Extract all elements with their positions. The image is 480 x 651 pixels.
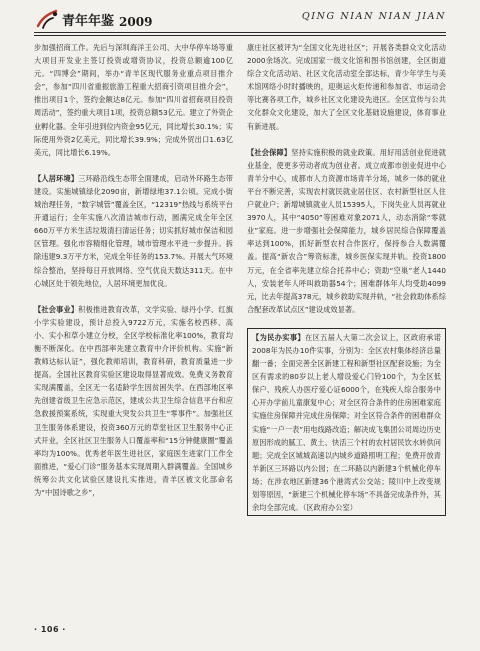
- section-body: 三环路沿线生态带全面建成，启动外环路生态带建设。实施城镇绿化2090亩，新增绿地37.1公顷。完成小街城治理任务，“数字城管”覆盖全区，“12319”热线与系统平台开通运行；全年实施八次清洁城市行动，圆满完成全年全区660万平方米生活垃圾清扫清运任务；切实抓好城市保洁和园区管理。强化市容精细化管理，城市管理水平进一步提升。拆除违建9.3万平方米，完成全年任务的153.7%。开展大气环境综合整治，坚持每日开放网络、空气优良天数达311天。在中心城区处于领先地位，人居环境更加优良。: [34, 173, 233, 288]
- paragraph: [247, 146, 446, 316]
- section-body: 积极推进教育改革，文学实验、绿丹小学、红旗小学实验建设，预计总投入9722万元，实施名校西移、高小、实小和草小建立分校，全区学校标准化率100%，教育均衡不断深化。在中西部率先建立教育中介评价机构。实施“新教师达标认证”，强化教师培训，教育科研，教育质量进一步提高。全国社区教育实验区建设取得显著成效。免费义务教育实现满覆盖，全区无一名适龄学生因贫困失学。在西部地区率先创建省级卫生应急示范区，建成公共卫生综合信息平台和应急救援预案系统，实现重大突发公共卫生“零事件”。加强社区卫生服务体系建设，投资360万元的草堂社区卫生服务中心正式开业，全区社区卫生服务人口覆盖率和“15分钟健康圈”覆盖率均为100%。优秀老年医生进社区，家庭医生进家门工作全面推进，“爱心门诊”服务基本实现周期入群满覆盖。全国城乡统筹公共文化试验区建设扎实推进，青羊区被文化部命名为“中国诗歌之乡”，: [34, 304, 233, 497]
- page-header: [0, 0, 480, 34]
- journal-logo: [34, 8, 152, 30]
- paragraph: [34, 303, 233, 499]
- header-rule: [34, 32, 446, 33]
- right-column: [247, 41, 446, 516]
- section-social-security: [247, 146, 446, 316]
- paragraph: [34, 172, 233, 290]
- section-heading: 【人居环境】: [34, 173, 79, 183]
- section-heading: 【社会保障】: [247, 147, 292, 157]
- journal-pinyin: QING NIAN NIAN JIAN: [301, 11, 446, 22]
- paragraph: [252, 331, 441, 514]
- left-column: [34, 41, 233, 499]
- journal-title: 青年年鉴: [62, 14, 115, 29]
- section-body: 坚持实施积极的就业政策。用好用活创业促进就业基金，使更多劳动者成为创业者。成立成都市创业促进中心青羊分中心，成都市人力资源市场青羊分场，城乡一体的就业平台不断完善，实现农村就民就业居住区、农村新型社区人住户就业户；新增城镇就业人员15395人，下岗失业人员再就业3970人，其中“4050”等困难对象2071人，动态消除“零就业”家庭。进一步增强社会保障能力，城乡居民综合保障覆盖率达到100%，抓好新型农村合作医疗，保持参合人数满覆盖。提高“新农合”筹资标准，城乡医保实现并轨。投资1800万元，在全省率先建立综合托养中心；资助“空巢”老人1440人，安装老年人呼叫救助器54个；困难群体年人均受助4099元，比去年提高378元，城乡救助实现并轨，“社会救助体系综合配套改革试点区”建设成效显著。: [247, 147, 446, 314]
- paragraph: 康庄社区被评为“全国文化先进社区”；开展各类群众文化活动2000余场次。完成国家一级文化馆和图书馆创建，全区街道综合文化活动站、社区文化活动室全部达标，青少年学生与美术馆网络小时时播映的，迎奥运火炬传递和参加省、市运动会等比赛各项工作，城乡社区文化建设先进区。全区宣传与公共文化群众文化建设，加大了全区文化基础设施建设，体育事业有新进展。: [247, 43, 446, 131]
- section-heading: 【为民办实事】: [252, 332, 306, 342]
- page-number: · 106 ·: [34, 625, 66, 634]
- paragraph: 步加强招商工作。先后与深圳海洋王公司、大中华停车场等重大项目开发业主签订投资或增资协议，投资总额逾100亿元。“四博会”期间，举办“青羊区现代服务业重点项目推介会”，参加“四川省重振旅游工程重大招商引资项目推介会”，推出项目1个，签约金额达8亿元。参加“四川省招商项目投资周活动”，签约重大项目1项，投资总额53亿元。建立了外资企业孵化器。全年引进到位内资金95亿元，同比增长30.1%；实际使用外资2亿美元，同比增长39.9%；完成外贸出口1.63亿美元，同比增长6.19%。: [34, 43, 233, 157]
- header-rule-thin: [34, 35, 446, 36]
- section-living-environment: [34, 172, 233, 290]
- section-heading: 【社会事业】: [34, 304, 79, 314]
- section-social-affairs: [34, 303, 233, 499]
- section-body: 在区五届人大第二次会议上，区政府承诺2008年为民办10件实事，分别为：全区农村集体经济总量翻一番；全面完善全区新建工程和新型社区配套设施；为全区有需求的80岁以上老人增设爱心门铃100个，为全区低保户、残疾人办医疗爱心证6000个，在残疾人综合服务中心开办学前儿童康复中心；对全区符合条件的住房困难家庭实施住房保障并完成住房保障；对全区符合条件的困难群众实施“一户一表”用电线路改造；解决成飞集团公司周边历史原因形成的腻工、黄土、快活三个村的农村居民饮水转供问题；完成全区城城高速以内城乡道路照明工程；免费开放青羊新区三环路以内公园；在二环路以内新建3个机械化停车场；在涉农地区新建36个港湾式公交站；陵川中上改变规划等原因，“新建三个机械化停车场”不具备完成条件外，其余均全部完成。（区政府办公室）: [252, 332, 441, 513]
- runner-logo-icon: [34, 8, 60, 30]
- practical-affairs-box: [247, 328, 446, 516]
- journal-year: 2009: [119, 15, 153, 29]
